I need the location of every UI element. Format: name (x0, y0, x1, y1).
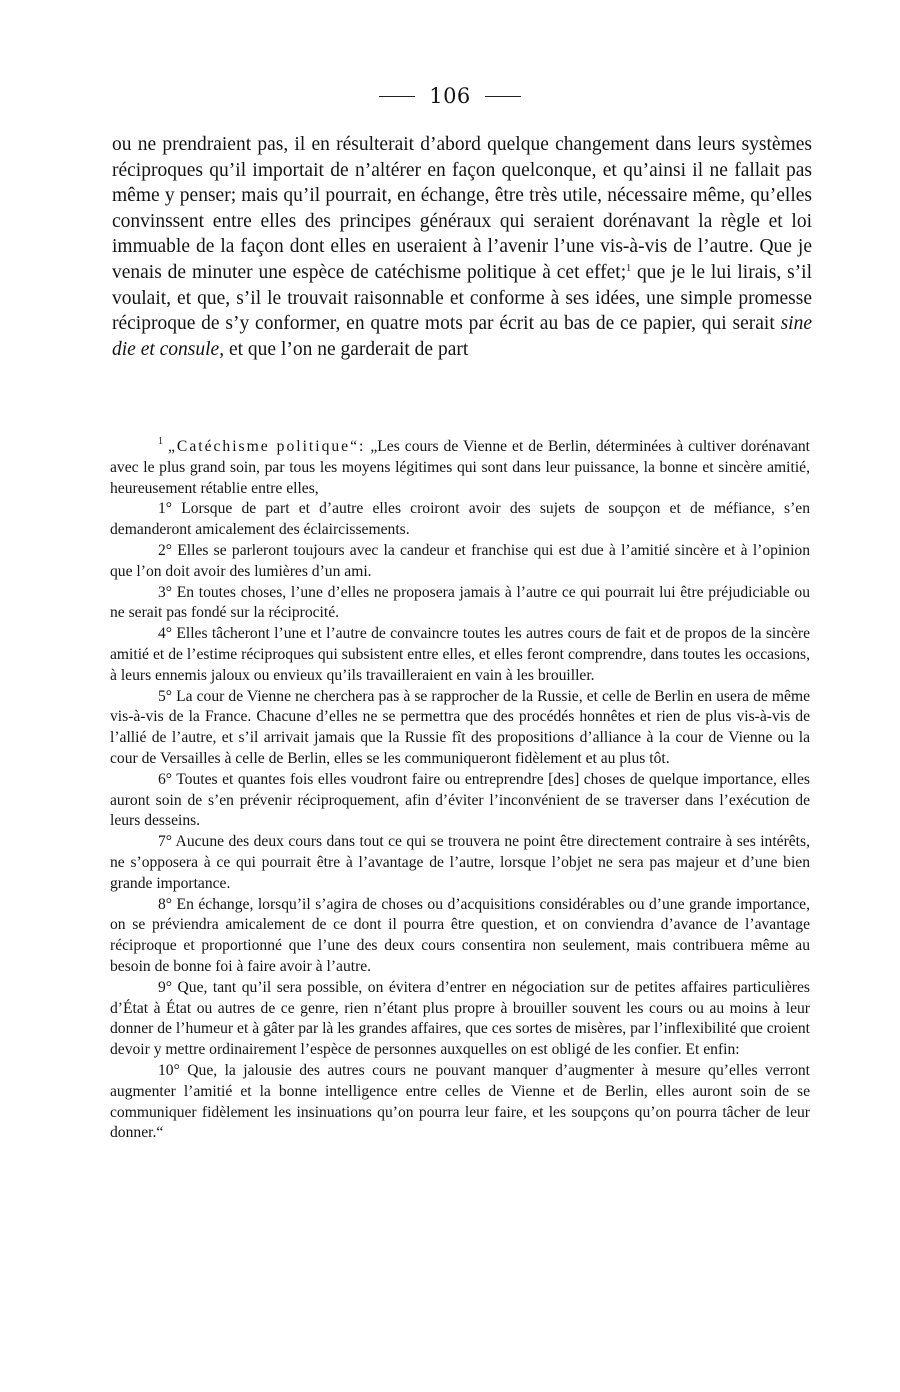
article-2: 2° Elles se parleront toujours avec la candeur et franchise qui est due à l’amitié sincère et à l’opinion que l’on doit avoir des lumières d’un ami. (110, 541, 810, 580)
footnote-mark: 1 (158, 436, 163, 447)
article-6: 6° Toutes et quantes fois elles voudront faire ou entreprendre [des] choses de quelque importance, elles auront soin de s’en prévenir réciproquement, afin d’éviter l’inconvénient de se traverser dans l’exécution de leurs desseins. (110, 770, 810, 830)
article-7: 7° Aucune des deux cours dans tout ce qui se trouvera ne point être directement contraire à ses intérêts, ne s’opposera à ce qui pourrait être à l’avantage de l’autre, lorsque l’objet ne sera pas majeur et d’une bien grande importance. (110, 833, 810, 892)
article-8: 8° En échange, lorsqu’il s’agira de choses ou d’acquisitions considérables ou d’une grande importance, on se préviendra amicalement de ce dont il pourra être question, et on conviendra d’avance de l’avantage réciproque et proportionné que l’une des deux cours consentira non seulement, mais contribuera même au besoin de bonne foi à faire avoir à l’autre. (110, 895, 810, 975)
page-header (0, 84, 900, 108)
italic-phrase: sine die et consule, (112, 313, 812, 360)
main-paragraph (112, 132, 812, 362)
article-3: 3° En toutes choses, l’une d’elles ne proposera jamais à l’autre ce qui pourrait lui être préjudiciable ou ne serait pas fondé sur la réciprocité. (110, 583, 810, 622)
footnote-title: „Catéchisme politique“: (168, 438, 366, 455)
main-text-part-1: ou ne prendraient pas, il en résulterait d’abord quelque changement dans leurs systèmes réciproques qu’il importait de n’altérer en façon quelconque, et qu’ainsi il ne fallait pas même y penser; mais qu’il pourrait, en échange, être très utile, nécessaire même, qu’elles convinssent entre elles des principes généraux qui seraient dorénavant la règle et loi immuable de la façon dont elles en useraient à l’avenir l’une vis-à-vis de l’autre. Que je venais de minuter une espèce de catéchisme politique à cet effet; (112, 134, 812, 283)
footnote-block (110, 437, 810, 1144)
article-4: 4° Elles tâcheront l’une et l’autre de convaincre toutes les autres cours de fait et de propos de la sincère amitié et de l’estime réciproques qui subsistent entre elles, et elles feront comprendre, dans toutes les occasions, à leurs ennemis jaloux ou envieux qu’ils travailleraient en vain à les brouiller. (110, 625, 810, 684)
footnote-intro-text: „Les cours de Vienne et de Berlin, déterminées à cultiver dorénavant avec le plus grand soin, par tous les moyens légitimes qui sont dans leur puissance, la bonne et sincère amitié, heureusement rétablie entre elles, (110, 438, 810, 497)
article-10: 10° Que, la jalousie des autres cours ne pouvant manquer d’augmenter à mesure qu’elles verront augmenter l’amitié et la bonne intelligence entre celles de Vienne et de Berlin, elles auront soin de se communiquer fidèlement les insinuations qu’on pourra leur faire, et les soupçons qu’on pourra tâcher de leur donner.“ (110, 1061, 810, 1142)
header-rule-right (485, 96, 521, 97)
main-text-part-3: et que l’on ne garderait de part (224, 338, 469, 360)
footnote-reference: 1 (626, 262, 632, 274)
footnote-intro (110, 437, 810, 499)
main-body-text (112, 132, 812, 362)
article-5: 5° La cour de Vienne ne cherchera pas à se rapprocher de la Russie, et celle de Berlin en usera de même vis-à-vis de la France. Chacune d’elles ne se permettra que des procédés honnêtes et rien de plus vis-à-vis de l’allié de l’autre, et s’il arrivait jamais que la Russie fît des propositions d’alliance à la cour de Vienne ou la cour de Versailles à celle de Berlin, elles se les communiqueront fidèlement et au plus tôt. (110, 687, 810, 767)
header-rule-left (379, 96, 415, 97)
article-9: 9° Que, tant qu’il sera possible, on évitera d’entrer en négociation sur de petites affaires particulières d’État à État ou autres de ce genre, rien n’étant plus propre à brouiller souvent les cours ou au moins à leur donner de l’humeur et à gâter par là les grandes affaires, que ces sortes de misères, par l’inflexibilité que croient devoir y mettre ordinairement l’espèce de personnes auxquelles on est obligé de les confier. Et enfin: (110, 978, 810, 1059)
page-number: 106 (429, 84, 471, 108)
main-text-part-2: que je le lui lirais, s’il voulait, et que, s’il le trouvait raisonnable et conforme à ses idées, une simple promesse réciproque de s’y conformer, en quatre mots par écrit au bas de ce papier, qui serait (112, 261, 813, 335)
article-1: 1° Lorsque de part et d’autre elles croiront avoir des sujets de soupçon et de méfiance, s’en demanderont amicalement des éclaircissements. (110, 500, 810, 539)
